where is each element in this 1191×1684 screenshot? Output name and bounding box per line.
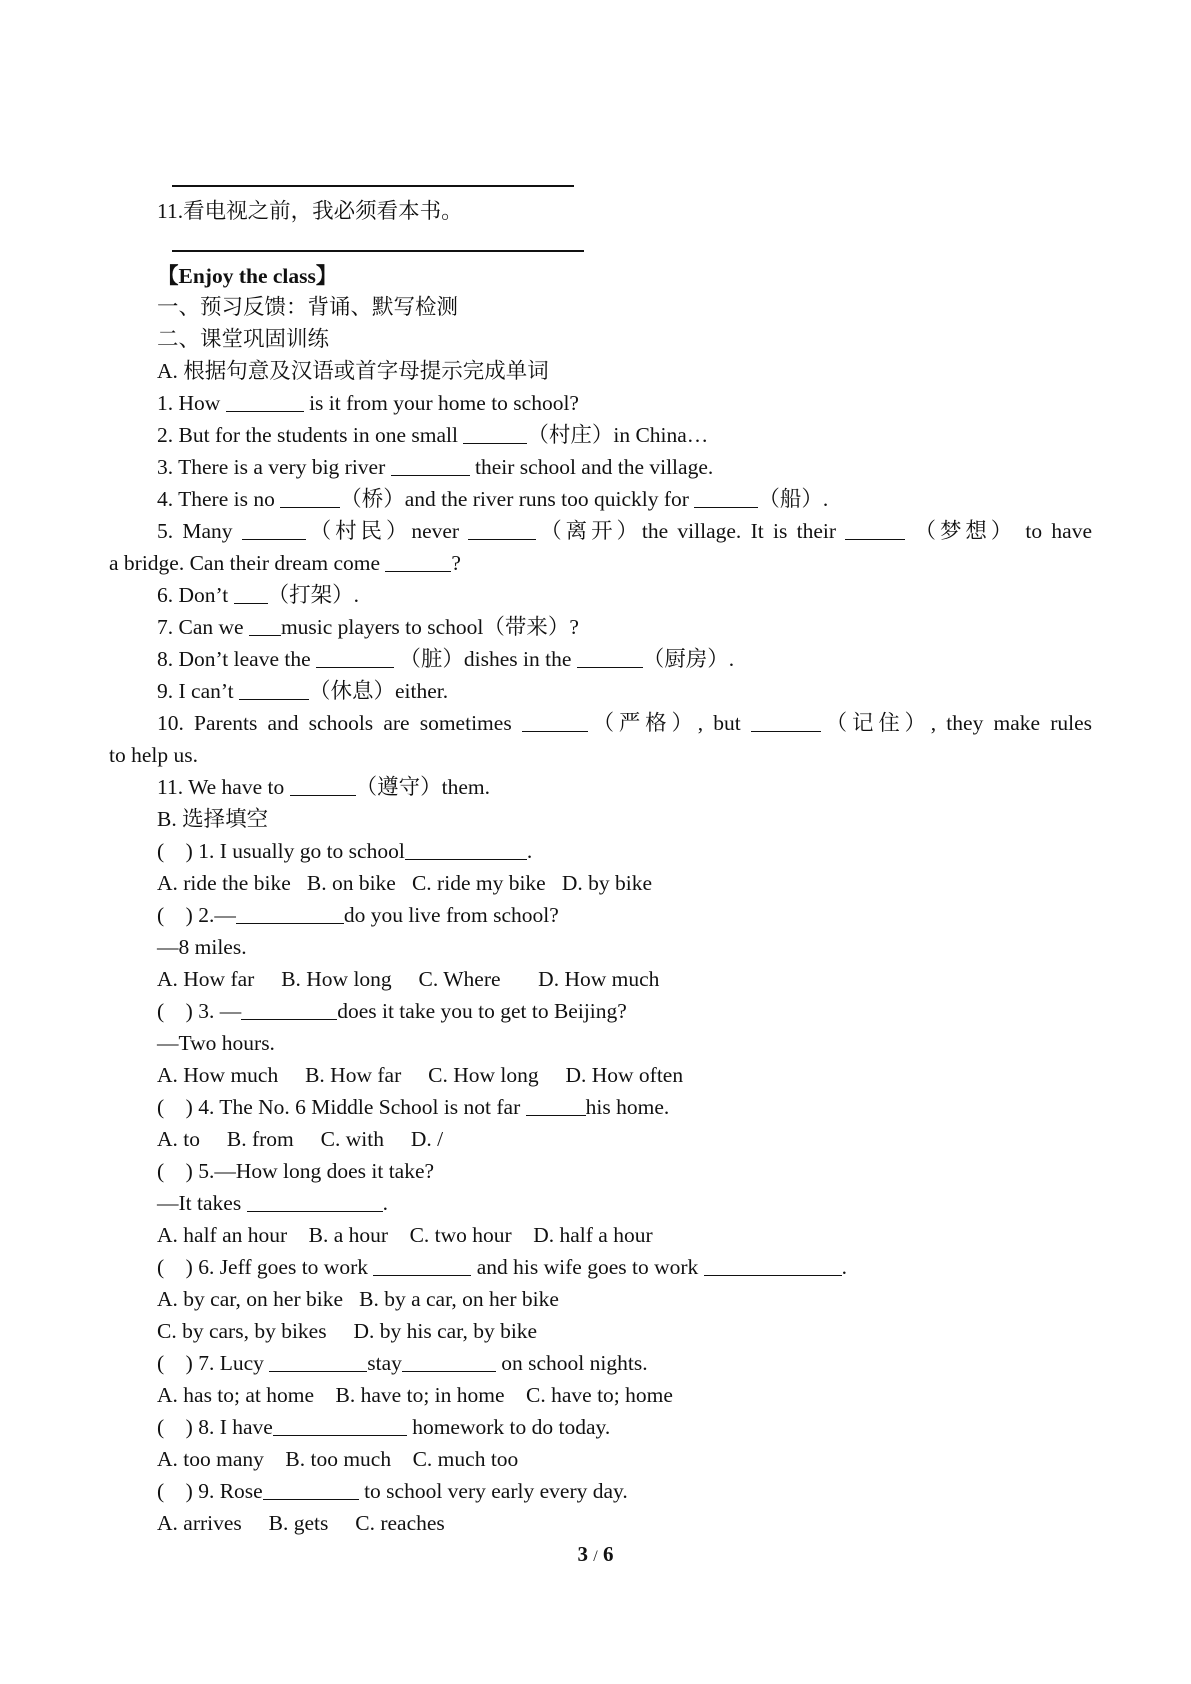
blank[interactable] [522,711,588,732]
part-a-heading: A. 根据句意及汉语或首字母提示完成单词 [157,359,549,383]
part-a-question-6: 6. Don’t （打架）. [157,583,360,607]
blank[interactable] [280,487,340,508]
part-b-question-2-options: A. How far B. How long C. Where D. How much [157,967,660,991]
part-a-question-10-continued: to help us. [109,743,198,767]
blank[interactable] [226,391,304,412]
blank[interactable] [269,1351,367,1372]
part-1-heading: 一、预习反馈：背诵、默写检测 [157,295,459,319]
part-a-question-7: 7. Can we music players to school（带来）? [157,615,579,639]
page-number: 3 / 6 [577,1542,614,1566]
answer-line[interactable] [172,185,574,187]
blank[interactable] [263,1479,359,1500]
blank[interactable] [405,839,527,860]
blank[interactable] [526,1095,586,1116]
blank[interactable] [402,1351,496,1372]
part-b-question-4: ( ) 4. The No. 6 Middle School is not far his home. [157,1095,670,1119]
blank[interactable] [694,487,758,508]
part-b-question-7-options: A. has to; at home B. have to; in home C. have to; home [157,1383,673,1407]
blank[interactable] [704,1255,842,1276]
part-b-question-7: ( ) 7. Lucy stay on school nights. [157,1351,648,1375]
part-b-question-3: ( ) 3. — does it take you to get to Beijing? [157,999,627,1023]
part-a-question-8: 8. Don’t leave the （脏）dishes in the （厨房）. [157,647,735,671]
part-b-question-1-options: A. ride the bike B. on bike C. ride my bike D. by bike [157,871,653,895]
part-b-question-8: ( ) 8. I have homework to do today. [157,1415,611,1439]
part-b-question-8-options: A. too many B. too much C. much too [157,1447,519,1471]
part-b-question-9: ( ) 9. Rose to school very early every day. [157,1479,628,1503]
part-a-question-5-continued: a bridge. Can their dream come ? [109,551,461,575]
blank[interactable] [751,711,821,732]
part-b-question-3-options: A. How much B. How far C. How long D. How often [157,1063,684,1087]
part-b-question-6-options-1: A. by car, on her bike B. by a car, on her bike [157,1287,559,1311]
part-a-question-3: 3. There is a very big river their school and the village. [157,455,714,479]
blank[interactable] [239,679,309,700]
blank[interactable] [463,423,527,444]
part-a-question-11: 11. We have to （遵守）them. [157,775,490,799]
blank[interactable] [249,615,281,636]
part-b-heading: B. 选择填空 [157,807,269,831]
part-b-question-3-answer: —Two hours. [157,1031,275,1055]
blank[interactable] [290,775,356,796]
part-b-question-2-answer: —8 miles. [157,935,247,959]
blank[interactable] [316,647,394,668]
part-a-question-1: 1. How is it from your home to school? [157,391,579,415]
blank[interactable] [241,999,337,1020]
blank[interactable] [391,455,470,476]
section-title: 【Enjoy the class】 [157,264,338,288]
part-b-question-9-options: A. arrives B. gets C. reaches [157,1511,445,1535]
blank[interactable] [385,551,451,572]
blank[interactable] [236,903,344,924]
blank[interactable] [234,583,268,604]
part-b-question-5-options: A. half an hour B. a hour C. two hour D. half a hour [157,1223,653,1247]
part-b-question-5: ( ) 5.—How long does it take? [157,1159,435,1183]
part-a-question-10: 10. Parents and schools are sometimes （严格）, but （记住）, they make rules [157,711,1092,735]
part-a-question-9: 9. I can’t （休息）either. [157,679,449,703]
blank[interactable] [845,519,905,540]
part-2-heading: 二、课堂巩固训练 [157,327,330,351]
part-a-question-5: 5. Many （村民）never （离开）the village. It is their （梦想） to have [157,519,1092,543]
part-b-question-6: ( ) 6. Jeff goes to work and his wife goes to work . [157,1255,848,1279]
blank[interactable] [577,647,643,668]
translation-item-11: 11.看电视之前，我必须看本书。 [157,199,463,223]
part-b-question-5-answer: —It takes . [157,1191,388,1215]
part-b-question-4-options: A. to B. from C. with D. / [157,1127,444,1151]
blank[interactable] [468,519,536,540]
part-b-question-6-options-2: C. by cars, by bikes D. by his car, by bike [157,1319,538,1343]
answer-line[interactable] [172,250,584,252]
blank[interactable] [247,1191,383,1212]
part-b-question-1: ( ) 1. I usually go to school . [157,839,533,863]
blank[interactable] [273,1415,407,1436]
part-a-question-4: 4. There is no （桥）and the river runs too quickly for （船）. [157,487,829,511]
part-a-question-2: 2. But for the students in one small （村庄）in China… [157,423,709,447]
blank[interactable] [242,519,306,540]
blank[interactable] [373,1255,471,1276]
part-b-question-2: ( ) 2.— do you live from school? [157,903,559,927]
